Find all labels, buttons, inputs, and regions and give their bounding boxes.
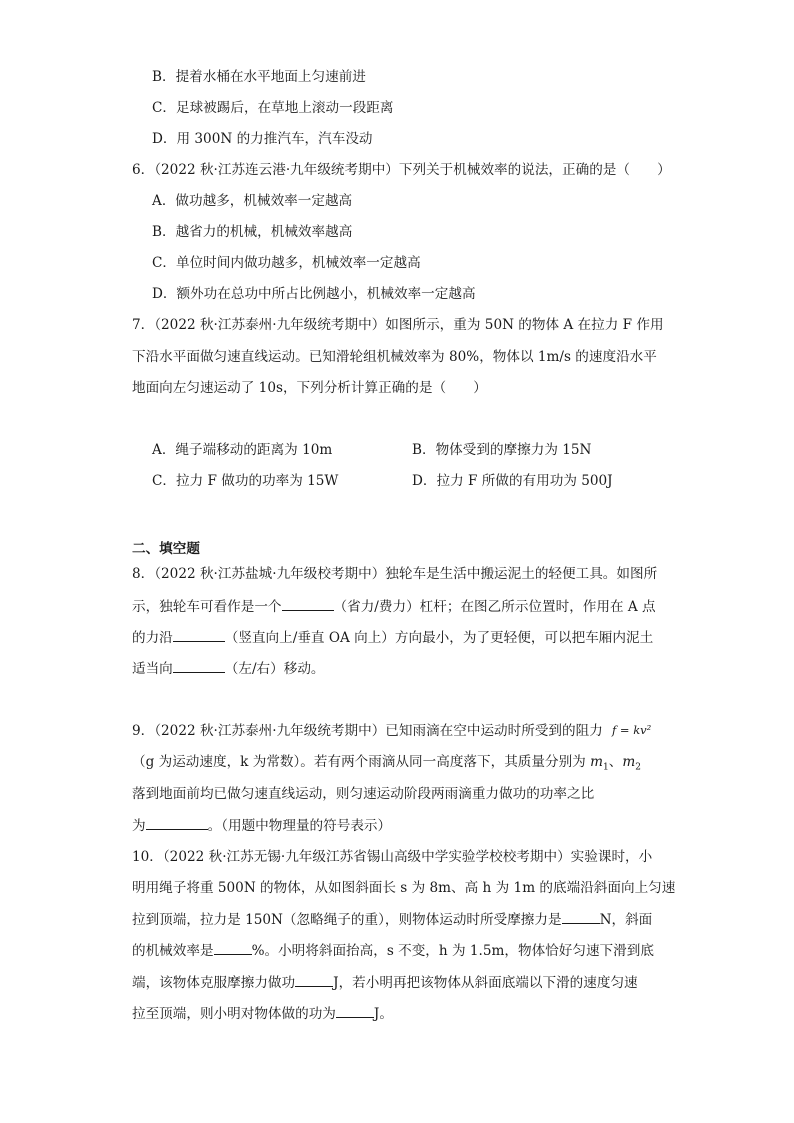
q9-blank[interactable] xyxy=(146,816,208,830)
q7-option-a: A．绳子端移动的距离为 10m xyxy=(152,442,333,458)
q9-line2 xyxy=(132,753,641,777)
q9-line4-text-b: 。（用题中物理量的符号表示） xyxy=(207,818,392,834)
q10-line4-text-b: %。小明将斜面抬高，s 不变，h 为 1.5m，物体恰好匀速下滑到底 xyxy=(251,943,654,959)
q9-mass-1-subscript: 1 xyxy=(603,762,609,773)
q5-option-c: C．足球被踢后，在草地上滚动一段距离 xyxy=(152,100,394,116)
q7-option-c: C．拉力 F 做功的功率为 15W xyxy=(152,473,339,489)
q10-line5-text-b: J，若小明再把该物体从斜面底端以下滑的速度匀速 xyxy=(333,975,638,991)
q10-blank-4[interactable] xyxy=(336,1004,374,1018)
q9-line4-text-a: 为 xyxy=(132,818,146,834)
q6-stem: 6．（2022 秋·江苏连云港·九年级统考期中）下列关于机械效率的说法，正确的是（ ） xyxy=(132,162,671,178)
q6-option-d: D．额外功在总功中所占比例越小，机械效率一定越高 xyxy=(152,286,476,302)
q8-blank-2[interactable] xyxy=(173,628,225,642)
q8-line1: 8．（2022 秋·江苏盐城·九年级校考期中）独轮车是生活中搬运泥土的轻便工具。如图所 xyxy=(132,566,658,582)
q9-mass-1: m xyxy=(590,754,603,770)
q10-line1: 10．（2022 秋·江苏无锡·九年级江苏省锡山高级中学实验学校校考期中）实验课时，小 xyxy=(132,849,653,865)
q9-line1: 9．（2022 秋·江苏泰州·九年级统考期中）已知雨滴在空中运动时所受到的阻力 xyxy=(132,723,603,739)
q10-line6-text-b: J。 xyxy=(373,1006,393,1022)
q10-line3 xyxy=(132,910,652,929)
q10-line6 xyxy=(132,1004,393,1023)
section-title-fill-blank: 二、填空题 xyxy=(132,541,200,557)
q9-mass-2-subscript: 2 xyxy=(635,762,641,773)
q9-line4 xyxy=(132,816,391,835)
q8-line2-text-a: 示，独轮车可看作是一个 xyxy=(132,599,282,615)
q7-stem-line3: 地面向左匀速运动了 10s，下列分析计算正确的是（ ） xyxy=(132,380,487,396)
q8-line3 xyxy=(132,628,653,647)
q9-line3: 落到地面前均已做匀速直线运动，则匀速运动阶段两雨滴重力做功的功率之比 xyxy=(132,786,595,802)
q10-blank-1[interactable] xyxy=(562,910,600,924)
q5-option-b: B．提着水桶在水平地面上匀速前进 xyxy=(152,69,366,85)
q6-option-a: A．做功越多，机械效率一定越高 xyxy=(152,193,353,209)
q10-line5-text-a: 端，该物体克服摩擦力做功 xyxy=(132,975,296,991)
q8-line4 xyxy=(132,659,325,678)
q9-drag-formula: f = kv² xyxy=(612,723,652,737)
q9-line2-text: （g 为运动速度，k 为常数）。若有两个雨滴从同一高度落下，其质量分别为 xyxy=(132,754,586,770)
q10-line6-text-a: 拉至顶端，则小明对物体做的功为 xyxy=(132,1006,336,1022)
q8-blank-1[interactable] xyxy=(282,597,334,611)
q9-mass-separator: 、 xyxy=(608,754,623,770)
q10-line5 xyxy=(132,973,638,992)
q9-mass-2: m xyxy=(622,754,636,770)
q10-line3-text-b: N，斜面 xyxy=(599,912,653,928)
q10-line3-text-a: 拉到顶端，拉力是 150N（忽略绳子的重），则物体运动时所受摩擦力是 xyxy=(132,912,562,928)
q10-line4-text-a: 的机械效率是 xyxy=(132,943,214,959)
q10-line2: 明用绳子将重 500N 的物体，从如图斜面长 s 为 8m、高 h 为 1m 的底端沿斜面向上匀速 xyxy=(132,880,676,896)
q10-blank-2[interactable] xyxy=(214,941,252,955)
q6-option-b: B．越省力的机械，机械效率越高 xyxy=(152,224,353,240)
q8-line4-text-b: （左/右）移动。 xyxy=(224,661,325,677)
q8-line2-text-b: （省力/费力）杠杆；在图乙所示位置时，作用在 A 点 xyxy=(333,599,656,615)
q8-line3-text-b: （竖直向上/垂直 OA 向上）方向最小，为了更轻便，可以把车厢内泥土 xyxy=(224,630,654,646)
q10-blank-3[interactable] xyxy=(295,973,333,987)
q6-option-c: C．单位时间内做功越多，机械效率一定越高 xyxy=(152,255,421,271)
q8-line4-text-a: 适当向 xyxy=(132,661,173,677)
q8-line3-text-a: 的力沿 xyxy=(132,630,173,646)
q5-option-d: D．用 300N 的力推汽车，汽车没动 xyxy=(152,131,373,147)
q8-blank-3[interactable] xyxy=(173,659,225,673)
q7-stem-line2: 下沿水平面做匀速直线运动。已知滑轮组机械效率为 80%，物体以 1m/s 的速度沿水平 xyxy=(132,349,657,365)
q8-line2 xyxy=(132,597,656,616)
q7-option-b: B．物体受到的摩擦力为 15N xyxy=(412,442,592,458)
q10-line4 xyxy=(132,941,654,960)
q7-option-d: D．拉力 F 所做的有用功为 500J xyxy=(412,473,613,489)
q7-stem-line1: 7．（2022 秋·江苏泰州·九年级统考期中）如图所示，重为 50N 的物体 A 在拉力 F 作用 xyxy=(132,317,664,333)
